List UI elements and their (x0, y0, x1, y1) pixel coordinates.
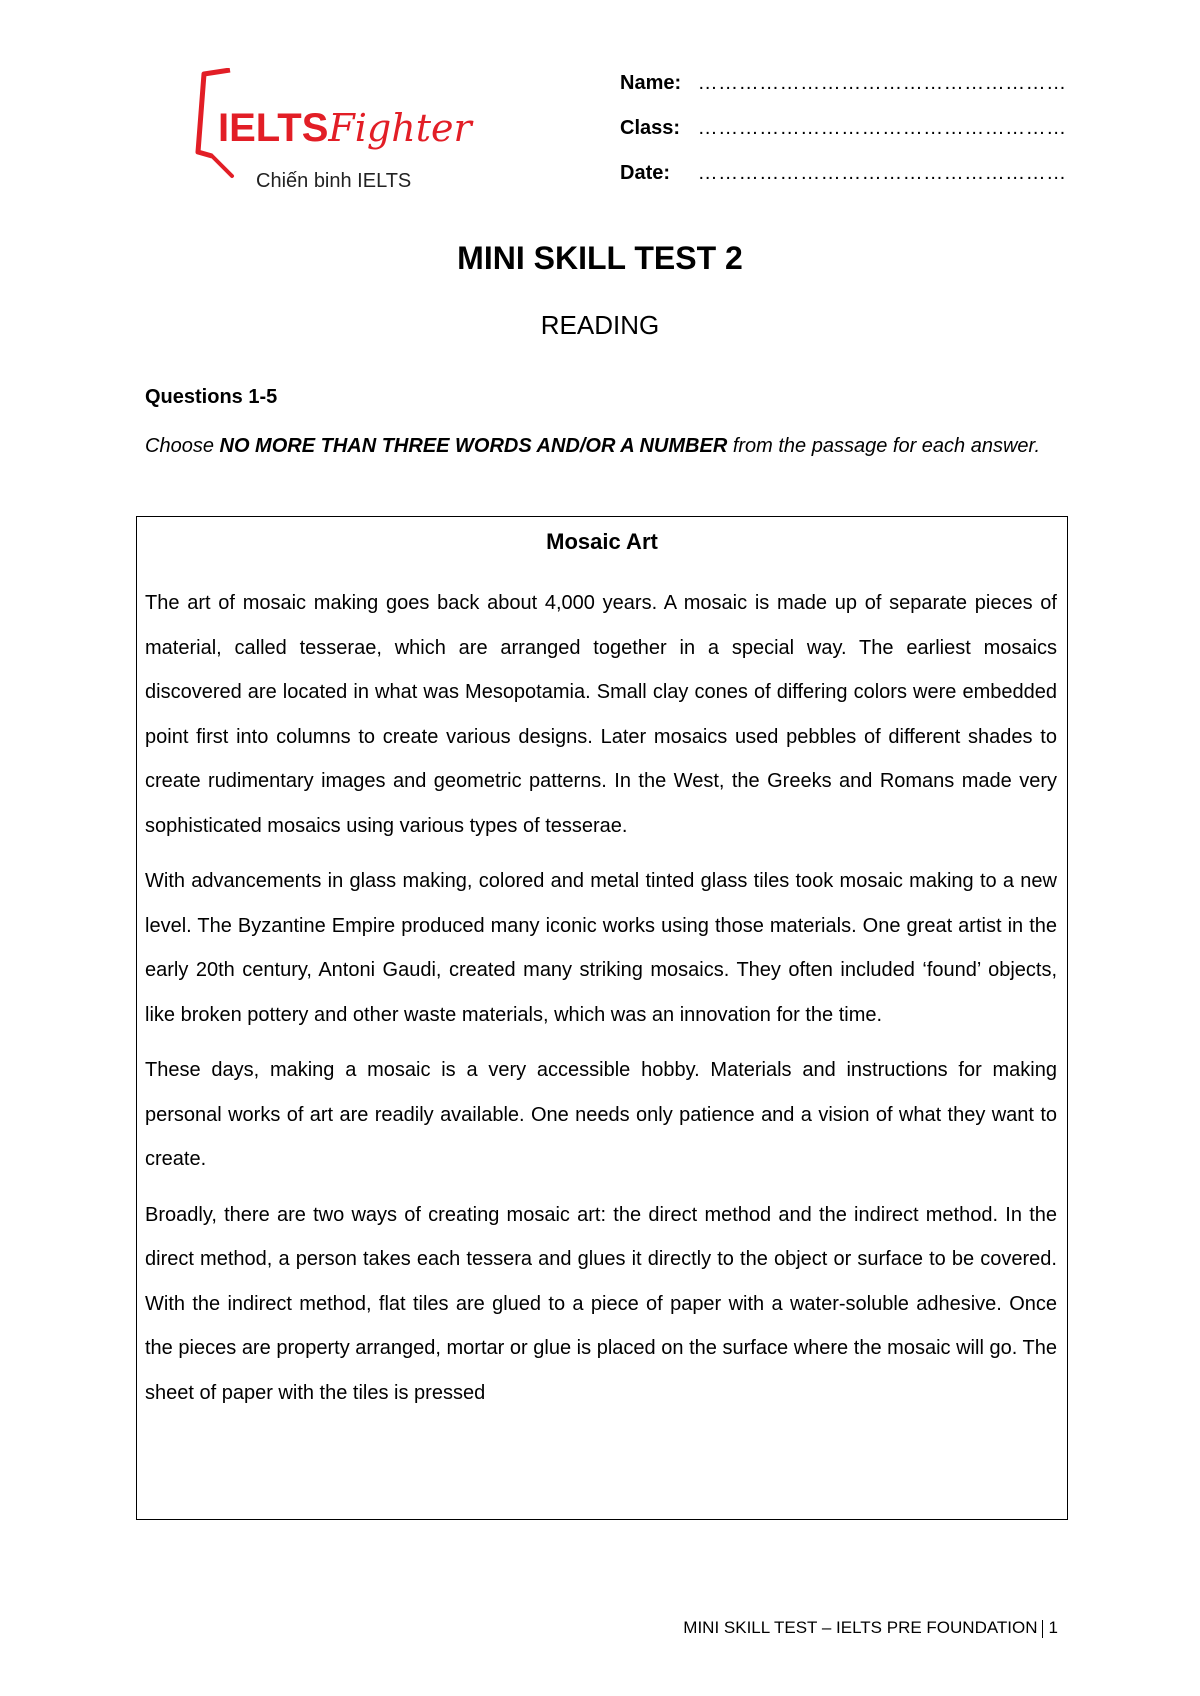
class-label: Class: (620, 117, 681, 139)
name-field[interactable] (620, 72, 1067, 117)
instruction-pre: Choose (145, 435, 220, 457)
instruction-post: from the passage for each answer. (727, 435, 1041, 457)
name-blank: ……………………………………………… (697, 72, 1067, 94)
passage-title: Mosaic Art (546, 529, 658, 554)
class-field[interactable] (620, 117, 1067, 162)
footer-divider (1042, 1620, 1043, 1638)
logo-brand-main: IELTS (218, 106, 329, 150)
instruction-bold: NO MORE THAN THREE WORDS AND/OR A NUMBER (219, 435, 728, 457)
student-info-fields (620, 72, 1067, 207)
questions-heading: Questions 1-5 (145, 386, 278, 408)
footer-text: MINI SKILL TEST – IELTS PRE FOUNDATION (683, 1618, 1038, 1637)
passage-paragraph: The art of mosaic making goes back about 4,000 years. A mosaic is made up of separate pieces of material, called tesserae, which are arranged together in a special way. The earliest mosaics discovered are located in what was Mesopotamia. Small clay cones of differing colors were embedded point first into columns to create various designs. Later mosaics used pebbles of different shades to create rudimentary images and geometric patterns. In the West, the Greeks and Romans made very sophisticated mosaics using various types of tesserae. (145, 592, 1057, 837)
date-blank: ……………………………………………… (697, 162, 1067, 184)
passage-body (145, 581, 1057, 1426)
passage-box (136, 516, 1068, 1520)
date-label: Date: (620, 162, 671, 184)
passage-paragraph: Broadly, there are two ways of creating mosaic art: the direct method and the indirect method. In the direct method, a person takes each tessera and glues it directly to the object or surface to be covered. With the indirect method, flat tiles are glued to a piece of paper with a water-soluble adhesive. Once the pieces are property arranged, mortar or glue is placed on the surface where the mosaic will go. The sheet of paper with the tiles is pressed (145, 1203, 1057, 1404)
page-title: MINI SKILL TEST 2 (457, 240, 743, 276)
questions-instruction (145, 424, 1057, 469)
passage-paragraph: These days, making a mosaic is a very accessible hobby. Materials and instructions for making personal works of art are readily available. One needs only patience and a vision of what they want to create. (145, 1059, 1057, 1170)
page-number: 1 (1048, 1618, 1058, 1637)
logo-tagline: Chiến binh IELTS (256, 170, 412, 192)
passage-paragraph: With advancements in glass making, colored and metal tinted glass tiles took mosaic making to a new level. The Byzantine Empire produced many iconic works using those materials. One great artist in the early 20th century, Antoni Gaudi, created many striking mosaics. They often included ‘found’ objects, like broken pottery and other waste materials, which was an innovation for the time. (145, 870, 1057, 1026)
logo-brand-script: Fighter (328, 106, 472, 150)
date-field[interactable] (620, 162, 1067, 207)
page-subtitle: READING (540, 310, 660, 340)
class-blank: ……………………………………………… (697, 117, 1067, 139)
page-footer (683, 1618, 1058, 1638)
ielts-fighter-logo (190, 68, 490, 198)
name-label: Name: (620, 72, 682, 94)
logo-wordmark (218, 108, 472, 148)
